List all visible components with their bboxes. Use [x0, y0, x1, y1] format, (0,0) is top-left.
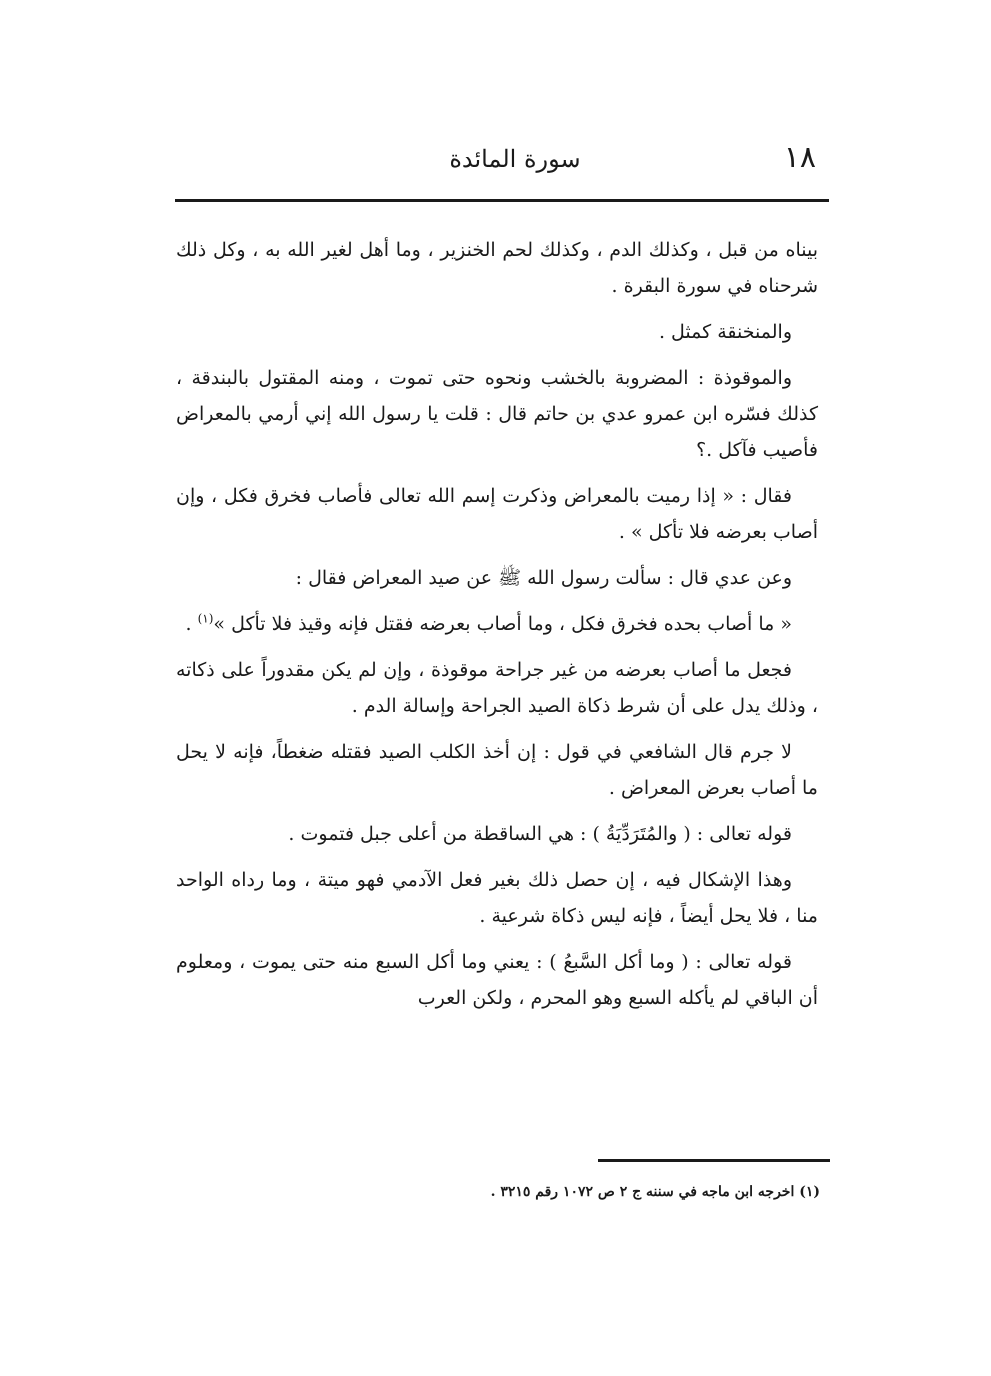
footnote-rule	[598, 1159, 830, 1162]
hadith-tail: .	[185, 613, 198, 635]
running-title: سورة المائدة	[449, 145, 581, 173]
hadith-text: « ما أصاب بحده فخرق فكل ، وما أصاب بعرضه فقتل فإنه وقيذ فلا تأكل »	[213, 613, 792, 635]
footnote: (١) اخرجه ابن ماجه في سننه ج ٢ ص ١٠٧٢ رقم ٣٢١٥ .	[490, 1184, 820, 1200]
header-rule	[175, 199, 829, 202]
paragraph: والموقوذة : المضروبة بالخشب ونحوه حتى تموت ، ومنه المقتول بالبندقة ، كذلك فسّره ابن عمرو عدي بن حاتم قال : قلت يا رسول الله إني أرمي بالمعراض فأصيب فآكل .؟	[176, 367, 818, 461]
paragraph: فقال : « إذا رميت بالمعراض وذكرت إسم الله تعالى فأصاب فخرق فكل ، وإن أصاب بعرضه فلا تأكل » .	[176, 485, 818, 543]
paragraph: وهذا الإشكال فيه ، إن حصل ذلك بغير فعل الآدمي فهو ميتة ، وما رداه الواحد منا ، فلا يحل أيضاً ، فإنه ليس ذكاة شرعية .	[176, 869, 818, 927]
footnote-marker: (١)	[197, 611, 214, 626]
paragraph: وعن عدي قال : سألت رسول الله ﷺ عن صيد المعراض فقال :	[295, 567, 792, 589]
paragraph: والمنخنقة كمثل .	[658, 321, 792, 343]
paragraph: فجعل ما أصاب بعرضه من غير جراحة موقوذة ، وإن لم يكن مقدوراً على ذكاته ، وذلك يدل على أن شرط ذكاة الصيد الجراحة وإسالة الدم .	[176, 659, 818, 717]
paragraph: قوله تعالى : ( والمُتَرَدِّيَةُ ) : هي الساقطة من أعلى جبل فتموت .	[288, 823, 792, 845]
paragraph: قوله تعالى : ( وما أكل السَّبعُ ) : يعني وما أكل السبع منه حتى يموت ، ومعلوم أن الباقي لم يأكله السبع وهو المحرم ، ولكن العرب	[176, 951, 818, 1009]
hadith-quote	[176, 606, 818, 642]
paragraph: لا جرم قال الشافعي في قول : إن أخذ الكلب الصيد فقتله ضغطاً، فإنه لا يحل ما أصاب بعرض المعراض .	[176, 741, 818, 799]
body-text	[176, 232, 818, 1026]
page-number: ١٨	[783, 140, 816, 175]
paragraph: بيناه من قبل ، وكذلك الدم ، وكذلك لحم الخنزير ، وما أهل لغير الله به ، وكل ذلك شرحناه في سورة البقرة .	[176, 239, 818, 297]
